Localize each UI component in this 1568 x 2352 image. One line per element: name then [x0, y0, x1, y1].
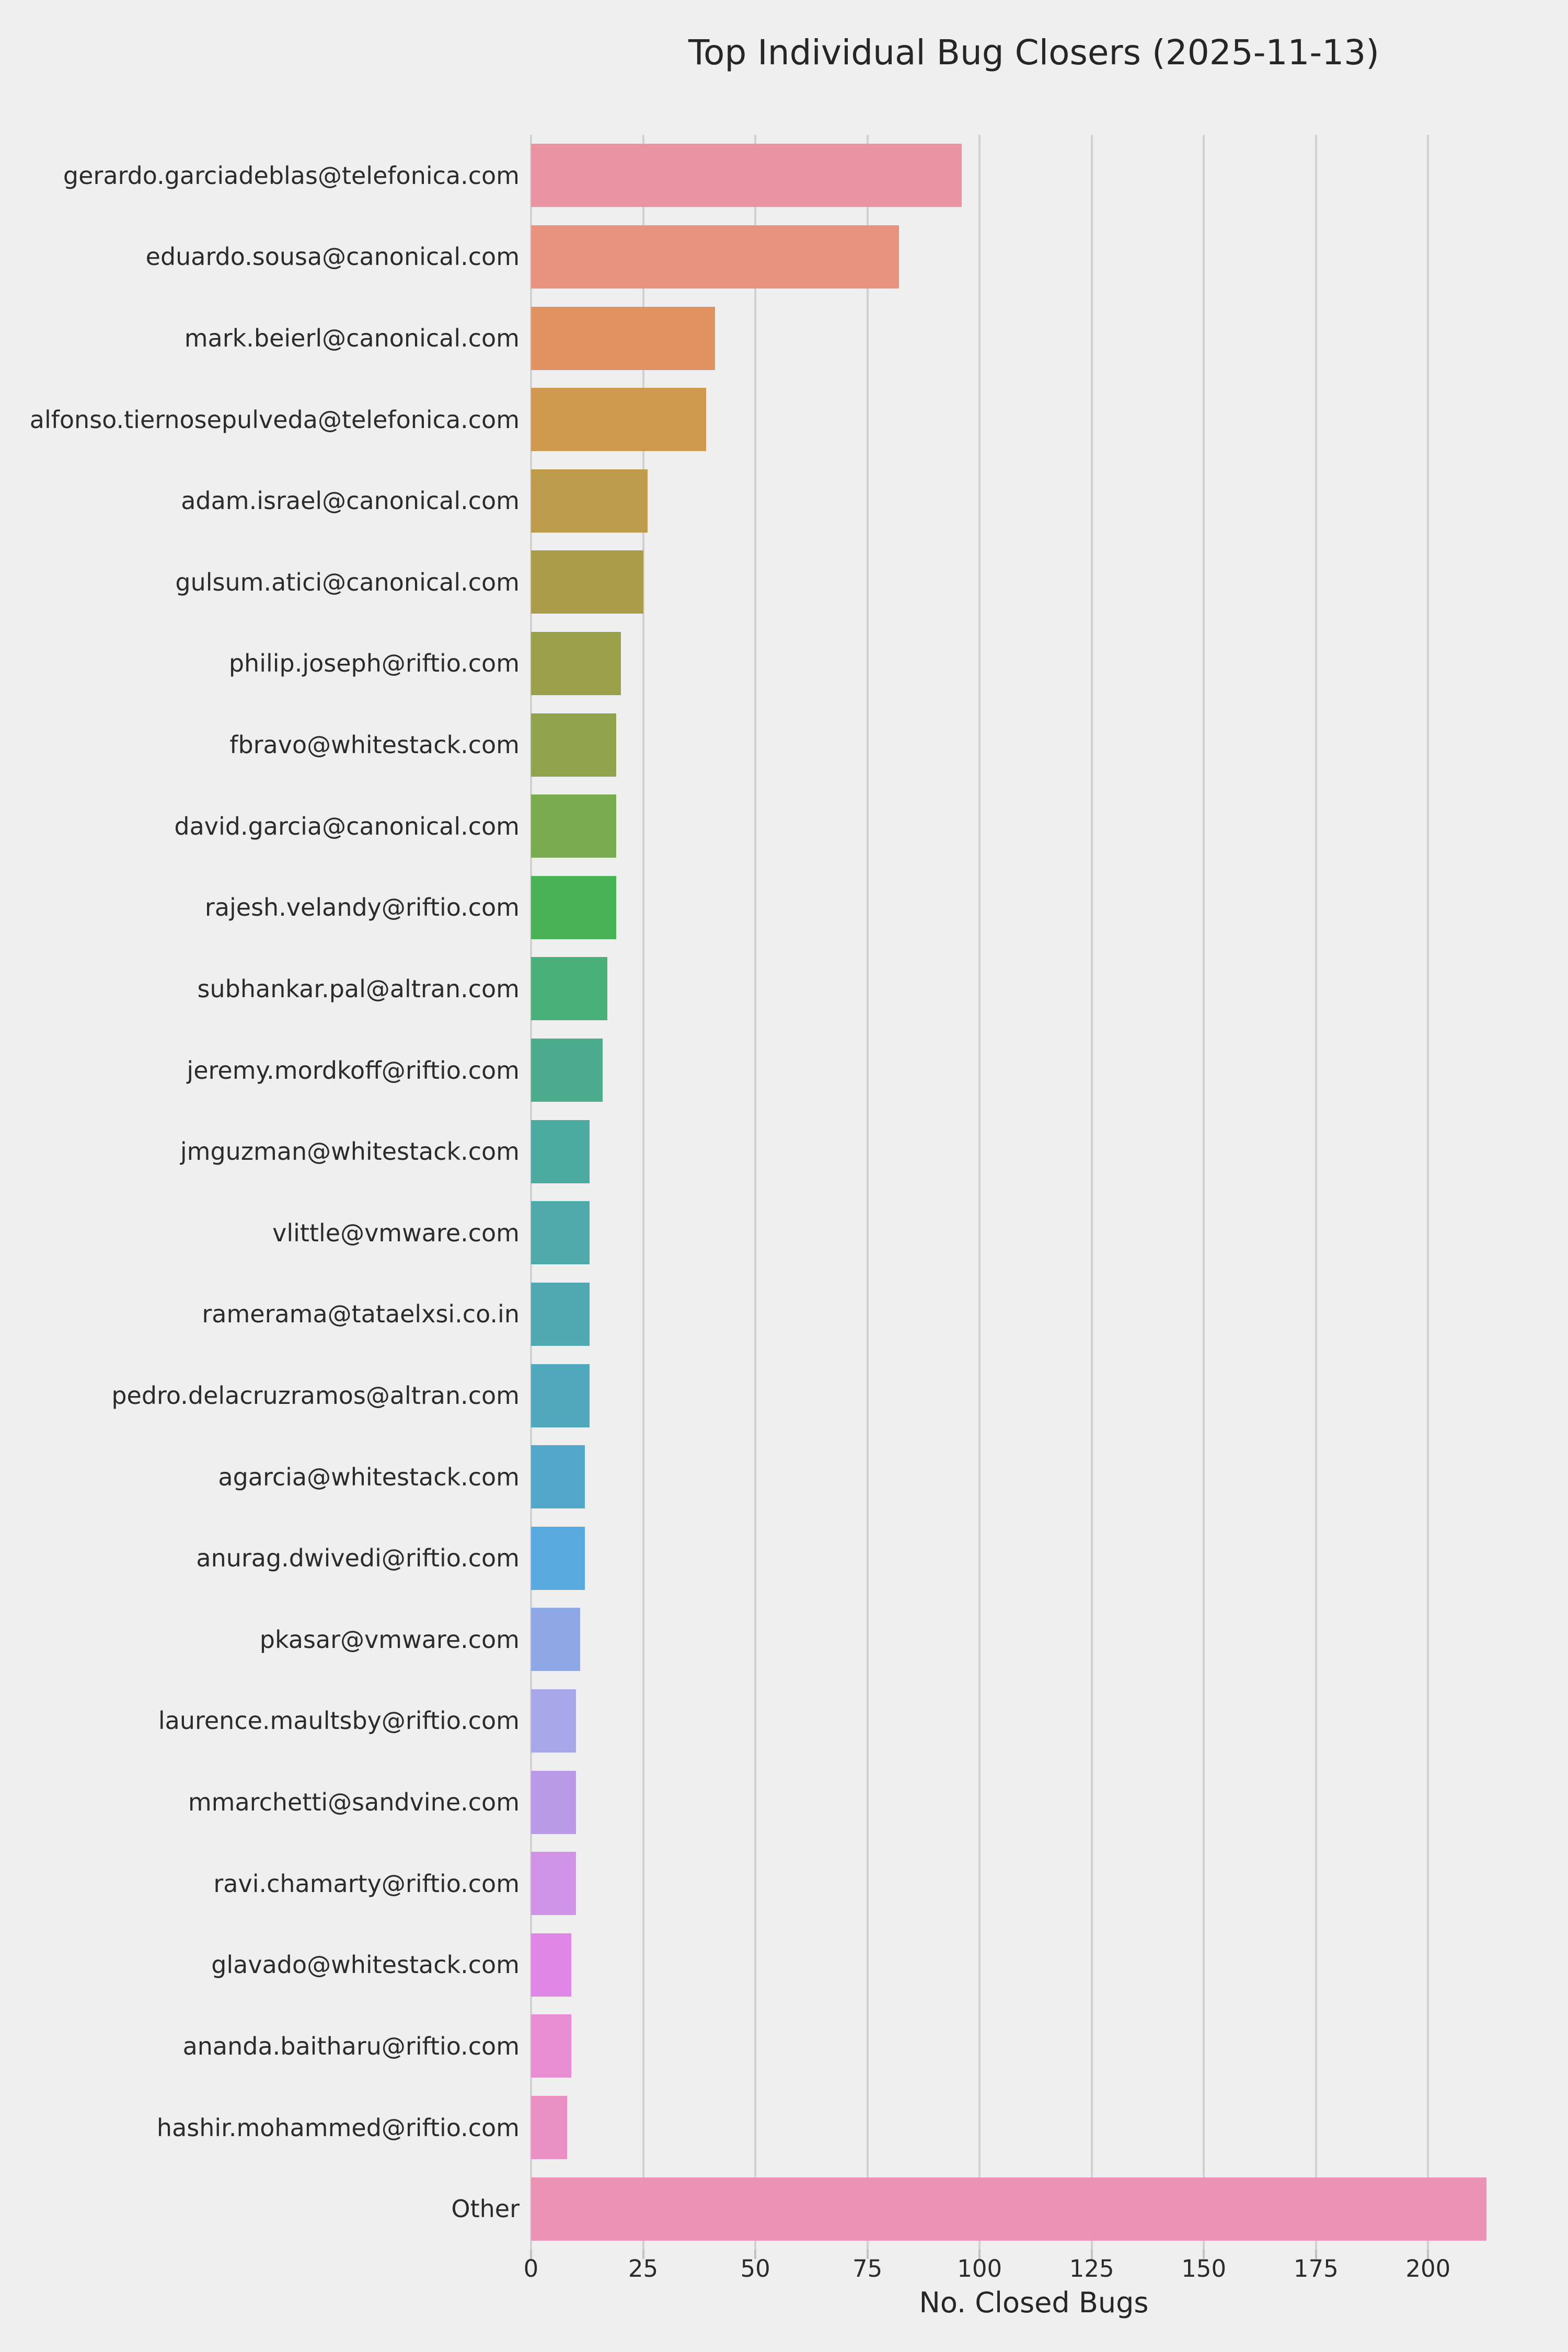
- y-tick-label: glavado@whitestack.com: [211, 1951, 520, 1979]
- x-tick-label-75: 75: [852, 2255, 883, 2282]
- gridline-x-200: [1427, 135, 1429, 2250]
- y-tick-label: laurence.maultsby@riftio.com: [158, 1707, 520, 1735]
- bar-pedro.delacruzramos@altran.com: [531, 1364, 590, 1427]
- y-tick-label: agarcia@whitestack.com: [218, 1462, 520, 1491]
- y-tick-label: ananda.baitharu@riftio.com: [182, 2032, 520, 2060]
- gridline-x-25: [642, 135, 644, 2250]
- bar-glavado@whitestack.com: [531, 1933, 571, 1997]
- y-tick-label: gulsum.atici@canonical.com: [175, 568, 520, 596]
- x-tick-label-125: 125: [1069, 2255, 1114, 2282]
- y-tick-label: anurag.dwivedi@riftio.com: [196, 1544, 520, 1573]
- bar-subhankar.pal@altran.com: [531, 957, 607, 1020]
- y-tick-label: adam.israel@canonical.com: [181, 487, 520, 515]
- y-tick-label: mark.beierl@canonical.com: [184, 324, 520, 353]
- y-axis-category-labels: [0, 135, 520, 2250]
- y-tick-label: mmarchetti@sandvine.com: [188, 1788, 520, 1817]
- bar-fbravo@whitestack.com: [531, 713, 616, 777]
- bar-jeremy.mordkoff@riftio.com: [531, 1039, 603, 1102]
- bar-david.garcia@canonical.com: [531, 794, 616, 858]
- gridline-x-175: [1315, 135, 1317, 2250]
- x-tick-label-100: 100: [957, 2255, 1002, 2282]
- y-tick-label: rajesh.velandy@riftio.com: [204, 893, 520, 922]
- gridline-x-100: [978, 135, 981, 2250]
- y-tick-label: david.garcia@canonical.com: [174, 812, 520, 840]
- y-tick-label: vlittle@vmware.com: [272, 1218, 520, 1247]
- gridline-x-50: [754, 135, 756, 2250]
- plot-area: [531, 135, 1537, 2250]
- bar-gulsum.atici@canonical.com: [531, 550, 643, 614]
- gridline-x-125: [1091, 135, 1093, 2250]
- bar-mmarchetti@sandvine.com: [531, 1771, 576, 1834]
- bar-ravi.chamarty@riftio.com: [531, 1852, 576, 1915]
- y-tick-label: pedro.delacruzramos@altran.com: [111, 1381, 520, 1410]
- bar-gerardo.garciadeblas@telefonica.com: [531, 144, 962, 207]
- chart-title: Top Individual Bug Closers (2025-11-13): [688, 32, 1380, 73]
- y-tick-label: pkasar@vmware.com: [259, 1625, 520, 1654]
- y-tick-label: ravi.chamarty@riftio.com: [213, 1869, 520, 1898]
- x-tick-label-50: 50: [740, 2255, 770, 2282]
- bar-pkasar@vmware.com: [531, 1608, 580, 1671]
- x-axis-title: No. Closed Bugs: [919, 2286, 1149, 2319]
- x-tick-label-150: 150: [1181, 2255, 1227, 2282]
- y-tick-label: fbravo@whitestack.com: [229, 731, 520, 759]
- gridline-x-0: [530, 135, 532, 2250]
- y-tick-label: alfonso.tiernosepulveda@telefonica.com: [29, 405, 520, 434]
- y-tick-label: subhankar.pal@altran.com: [197, 974, 520, 1003]
- bar-Other: [531, 2177, 1486, 2241]
- y-tick-label: hashir.mohammed@riftio.com: [156, 2113, 520, 2142]
- bar-laurence.maultsby@riftio.com: [531, 1689, 576, 1753]
- bar-jmguzman@whitestack.com: [531, 1120, 590, 1183]
- x-tick-label-200: 200: [1405, 2255, 1451, 2282]
- gridline-x-150: [1203, 135, 1205, 2250]
- y-tick-label: gerardo.garciadeblas@telefonica.com: [63, 161, 520, 190]
- bar-rajesh.velandy@riftio.com: [531, 876, 616, 939]
- bar-vlittle@vmware.com: [531, 1201, 590, 1264]
- bar-ananda.baitharu@riftio.com: [531, 2014, 571, 2078]
- bar-eduardo.sousa@canonical.com: [531, 225, 899, 289]
- x-tick-label-25: 25: [628, 2255, 659, 2282]
- bar-hashir.mohammed@riftio.com: [531, 2096, 567, 2159]
- x-tick-label-175: 175: [1293, 2255, 1339, 2282]
- x-tick-label-0: 0: [523, 2255, 539, 2282]
- bar-ramerama@tataelxsi.co.in: [531, 1283, 590, 1346]
- y-tick-label: Other: [451, 2195, 520, 2223]
- y-tick-label: philip.joseph@riftio.com: [228, 649, 520, 678]
- bar-mark.beierl@canonical.com: [531, 307, 715, 370]
- y-tick-label: ramerama@tataelxsi.co.in: [202, 1300, 520, 1329]
- bar-agarcia@whitestack.com: [531, 1445, 585, 1508]
- y-tick-label: jeremy.mordkoff@riftio.com: [187, 1056, 520, 1085]
- bar-alfonso.tiernosepulveda@telefonica.com: [531, 388, 706, 451]
- y-tick-label: eduardo.sousa@canonical.com: [145, 243, 520, 271]
- gridline-x-75: [867, 135, 869, 2250]
- y-tick-label: jmguzman@whitestack.com: [180, 1137, 520, 1166]
- bar-philip.joseph@riftio.com: [531, 632, 621, 695]
- bar-anurag.dwivedi@riftio.com: [531, 1527, 585, 1590]
- bar-adam.israel@canonical.com: [531, 469, 648, 533]
